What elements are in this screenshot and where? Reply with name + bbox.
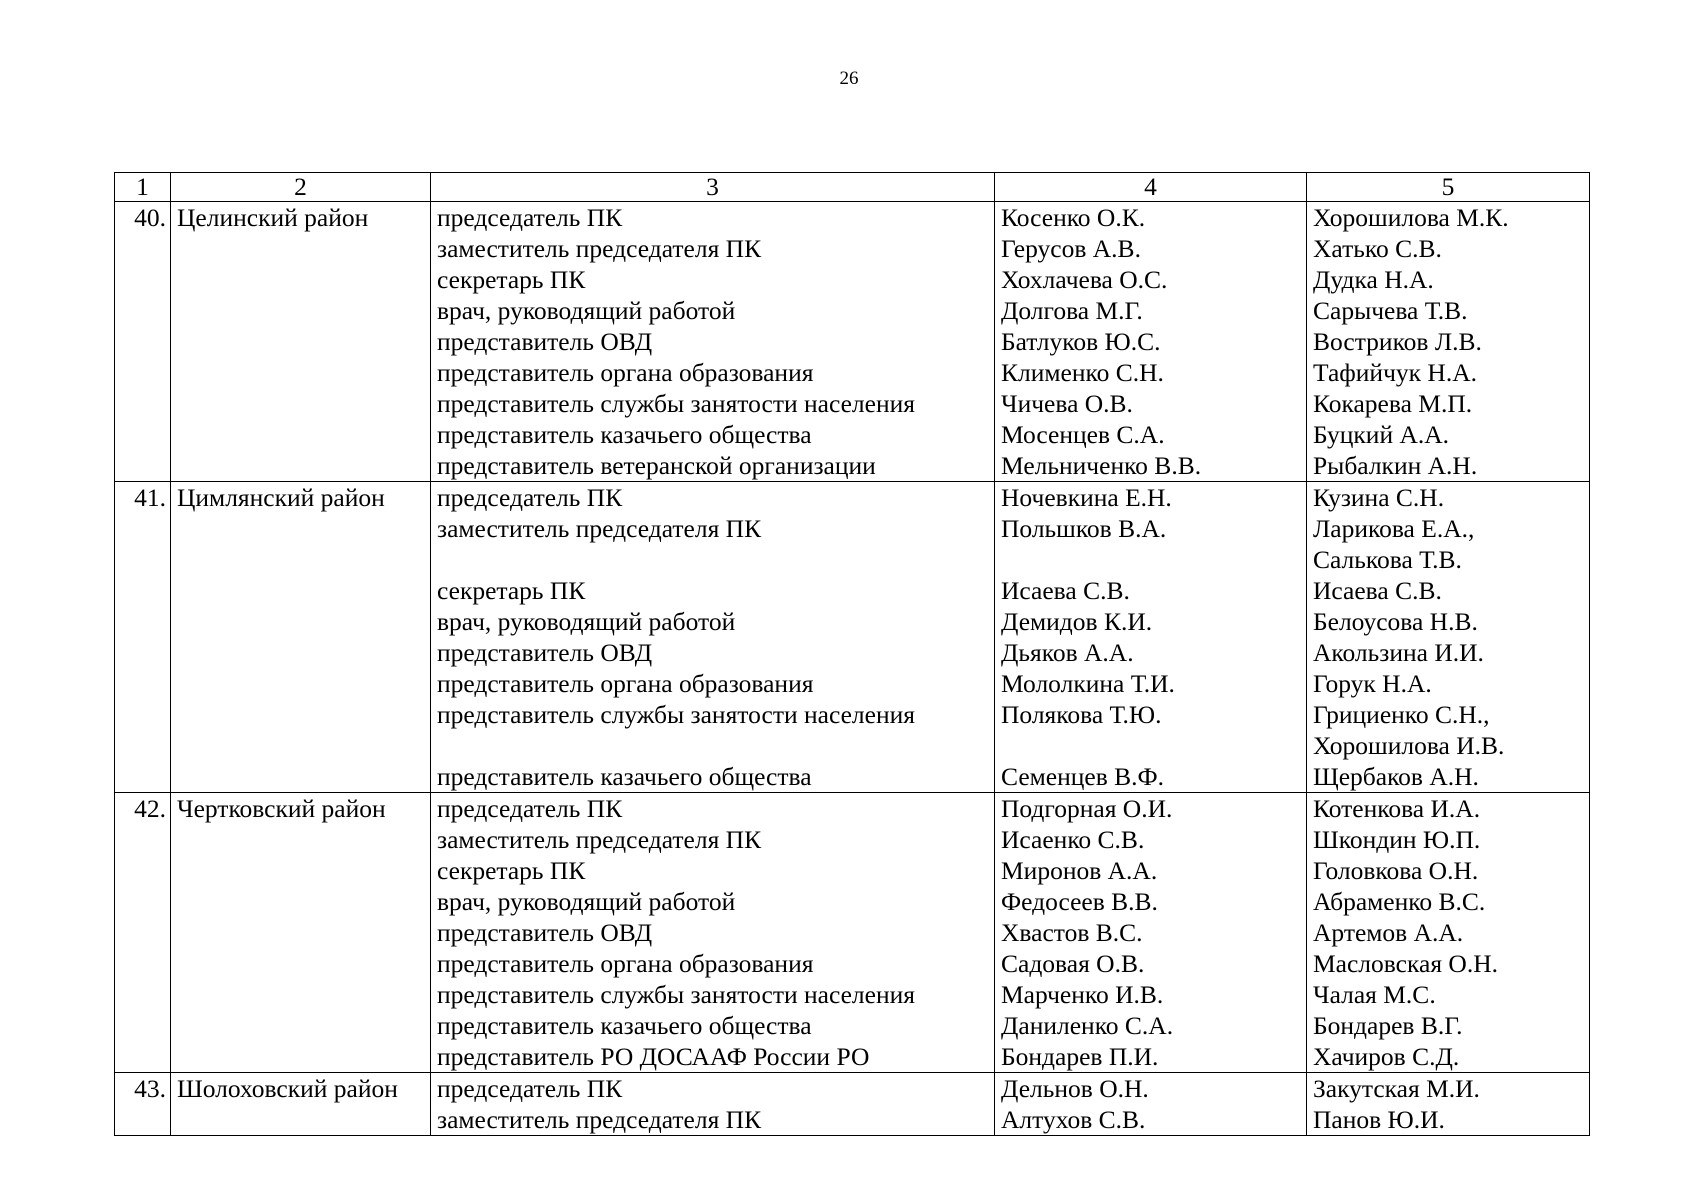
reserve-cell	[1307, 1073, 1590, 1136]
member-name: Хохлачева О.С.	[1001, 265, 1168, 294]
reserve-name: Сарычева Т.В.	[1313, 296, 1468, 325]
member-name: Чичева О.В.	[1001, 389, 1133, 418]
member-cell	[995, 793, 1307, 1073]
role-line: заместитель председателя ПК	[437, 1105, 762, 1134]
role-line: представитель органа образования	[437, 358, 814, 387]
reserve-name: Исаева С.В.	[1313, 576, 1442, 605]
role-line: председатель ПК	[437, 794, 623, 823]
reserve-cell	[1307, 202, 1590, 482]
reserve-name: Рыбалкин А.Н.	[1313, 451, 1478, 480]
member-name: Исаенко С.В.	[1001, 825, 1145, 854]
member-name: Мололкина Т.И.	[1001, 669, 1175, 698]
member-name: Исаева С.В.	[1001, 576, 1130, 605]
member-name: Садовая О.В.	[1001, 949, 1145, 978]
reserve-name: Шкондин Ю.П.	[1313, 825, 1481, 854]
role-cell	[431, 1073, 995, 1136]
member-name: Дельнов О.Н.	[1001, 1074, 1149, 1103]
member-name: Герусов А.В.	[1001, 234, 1141, 263]
member-name: Алтухов С.В.	[1001, 1105, 1146, 1134]
member-name: Дьяков А.А.	[1001, 638, 1134, 667]
member-name: Подгорная О.И.	[1001, 794, 1173, 823]
member-name: Бондарев П.И.	[1001, 1042, 1159, 1071]
role-line: представитель казачьего общества	[437, 1011, 812, 1040]
reserve-name: Грициенко С.Н.,	[1313, 700, 1490, 729]
role-line: врач, руководящий работой	[437, 607, 736, 636]
member-name: Долгова М.Г.	[1001, 296, 1143, 325]
member-name: Миронов А.А.	[1001, 856, 1158, 885]
district-name: Целинский район	[171, 202, 431, 482]
role-cell	[431, 482, 995, 793]
member-name: Даниленко С.А.	[1001, 1011, 1174, 1040]
role-line: представитель службы занятости населения	[437, 980, 915, 1009]
role-line	[437, 544, 994, 575]
row-number: 40.	[115, 202, 171, 482]
reserve-name: Закутская М.И.	[1313, 1074, 1480, 1103]
role-line: представитель ОВД	[437, 918, 653, 947]
member-name: Федосеев В.В.	[1001, 887, 1158, 916]
district-name: Чертковский район	[171, 793, 431, 1073]
reserve-name: Востриков Л.В.	[1313, 327, 1482, 356]
reserve-name: Хорошилова М.К.	[1313, 203, 1509, 232]
page-number: 26	[839, 68, 859, 89]
role-line: представитель казачьего общества	[437, 762, 812, 791]
role-line: представитель ОВД	[437, 327, 653, 356]
role-cell	[431, 202, 995, 482]
role-line: секретарь ПК	[437, 265, 586, 294]
reserve-name: Кокарева М.П.	[1313, 389, 1473, 418]
role-line	[437, 730, 994, 761]
header-col-5: 5	[1307, 173, 1590, 202]
reserve-cell	[1307, 793, 1590, 1073]
row-number: 41.	[115, 482, 171, 793]
district-name: Цимлянский район	[171, 482, 431, 793]
role-line: представитель службы занятости населения	[437, 389, 915, 418]
role-line: секретарь ПК	[437, 576, 586, 605]
role-line: заместитель председателя ПК	[437, 514, 762, 543]
role-line: представитель ОВД	[437, 638, 653, 667]
member-name: Семенцев В.Ф.	[1001, 762, 1165, 791]
role-line: представитель органа образования	[437, 669, 814, 698]
reserve-name: Дудка Н.А.	[1313, 265, 1434, 294]
table-row	[115, 202, 1590, 482]
role-line: представитель РО ДОСААФ России РО	[437, 1042, 870, 1071]
reserve-name: Акользина И.И.	[1313, 638, 1484, 667]
member-name: Хвастов В.С.	[1001, 918, 1143, 947]
commission-table	[114, 172, 1590, 1136]
member-name: Полякова Т.Ю.	[1001, 700, 1162, 729]
member-name: Ночевкина Е.Н.	[1001, 483, 1172, 512]
reserve-name: Панов Ю.И.	[1313, 1105, 1445, 1134]
table-row	[115, 1073, 1590, 1136]
role-line: врач, руководящий работой	[437, 296, 736, 325]
reserve-name: Горук Н.А.	[1313, 669, 1432, 698]
member-name: Клименко С.Н.	[1001, 358, 1164, 387]
role-line: секретарь ПК	[437, 856, 586, 885]
reserve-name: Хачиров С.Д.	[1313, 1042, 1460, 1071]
role-line: представитель казачьего общества	[437, 420, 812, 449]
member-name: Демидов К.И.	[1001, 607, 1153, 636]
member-name: Марченко И.В.	[1001, 980, 1164, 1009]
role-line: представитель органа образования	[437, 949, 814, 978]
role-line: представитель службы занятости населения	[437, 700, 915, 729]
reserve-name: Головкова О.Н.	[1313, 856, 1479, 885]
reserve-name: Абраменко В.С.	[1313, 887, 1486, 916]
member-name	[1001, 544, 1306, 575]
header-col-4: 4	[995, 173, 1307, 202]
role-line: заместитель председателя ПК	[437, 825, 762, 854]
member-name: Мосенцев С.А.	[1001, 420, 1165, 449]
reserve-name: Чалая М.С.	[1313, 980, 1436, 1009]
member-name: Польшков В.А.	[1001, 514, 1167, 543]
row-number: 43.	[115, 1073, 171, 1136]
role-cell	[431, 793, 995, 1073]
member-name: Мельниченко В.В.	[1001, 451, 1202, 480]
reserve-name: Тафийчук Н.А.	[1313, 358, 1477, 387]
reserve-cell	[1307, 482, 1590, 793]
role-line: врач, руководящий работой	[437, 887, 736, 916]
header-col-1: 1	[115, 173, 171, 202]
role-line: председатель ПК	[437, 203, 623, 232]
reserve-name: Хорошилова И.В.	[1313, 731, 1505, 760]
reserve-name: Буцкий А.А.	[1313, 420, 1450, 449]
member-name: Батлуков Ю.С.	[1001, 327, 1161, 356]
member-cell	[995, 202, 1307, 482]
header-col-2: 2	[171, 173, 431, 202]
district-name: Шолоховский район	[171, 1073, 431, 1136]
role-line: представитель ветеранской организации	[437, 451, 876, 480]
reserve-name: Салькова Т.В.	[1313, 545, 1462, 574]
reserve-name: Хатько С.В.	[1313, 234, 1442, 263]
reserve-name: Кузина С.Н.	[1313, 483, 1445, 512]
reserve-name: Масловская О.Н.	[1313, 949, 1498, 978]
header-col-3: 3	[431, 173, 995, 202]
member-cell	[995, 1073, 1307, 1136]
role-line: председатель ПК	[437, 1074, 623, 1103]
reserve-name: Ларикова Е.А.,	[1313, 514, 1475, 543]
table-row	[115, 793, 1590, 1073]
member-cell	[995, 482, 1307, 793]
table-header-row	[115, 173, 1590, 202]
table-row	[115, 482, 1590, 793]
role-line: заместитель председателя ПК	[437, 234, 762, 263]
reserve-name: Котенкова И.А.	[1313, 794, 1481, 823]
role-line: председатель ПК	[437, 483, 623, 512]
row-number: 42.	[115, 793, 171, 1073]
reserve-name: Белоусова Н.В.	[1313, 607, 1478, 636]
member-name: Косенко О.К.	[1001, 203, 1146, 232]
reserve-name: Щербаков А.Н.	[1313, 762, 1479, 791]
reserve-name: Бондарев В.Г.	[1313, 1011, 1463, 1040]
member-name	[1001, 730, 1306, 761]
reserve-name: Артемов А.А.	[1313, 918, 1464, 947]
